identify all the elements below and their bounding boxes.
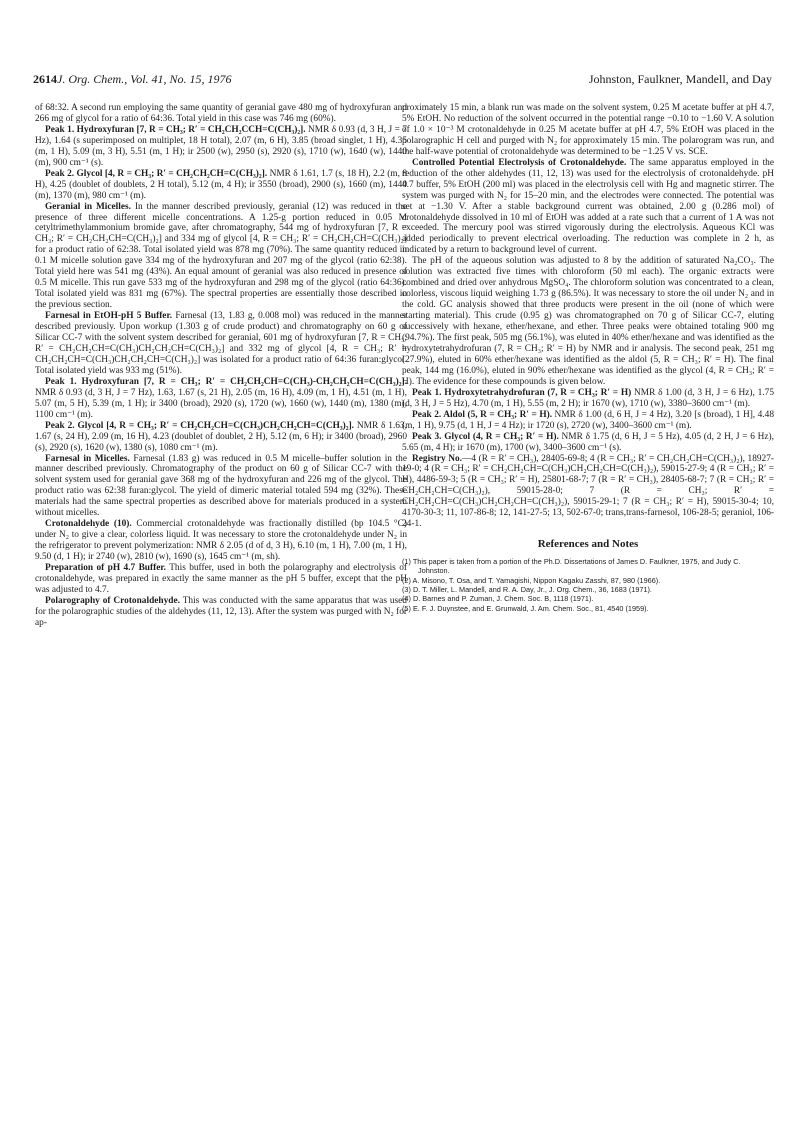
paragraph-heading: Polarography of Crotonaldehyde. [45,595,180,606]
page-number: 2614 [33,72,57,86]
paragraph-text: The same apparatus employed in the reduction of the other aldehydes (11, 12, 13) was used for the electrolysis of crotonaldehyde. pH 4.7 buffer, 5% EtOH (200 ml) was placed in the electrolysis cell with Hg and magnetic stirrer. The system was purged with N₂ for 15–20 min, and the electrodes were connected. The potential was set at −1.30 V. After a stable background current was obtained, 2.00 g (0.286 mol) of crotonaldehyde dissolved in 10 ml of EtOH was added at a rate such that a current of 1 A was not exceeded. The mercury pool was stirred vigorously during the electrolysis. Aqueous KCl was added periodically to prevent electrical overloading. The reduction was complete in 2 h, as indicated by a return to background level of current. [402,157,774,256]
paragraph-text: NMR δ 0.93 (d, 3 H, J = 7 Hz), 1.64 (s superimposed on multiplet, 18 H total), 2.07 (m, 6 H), 3.85 (broad singlet, 1 H), 4.35 (m, 1 H), 5.09 (m, 3 H), 5.51 (m, 1 H); ir 2500 (w), 2950 (s), 2920 (s), 1710 (w), 1640 (w), 1440 (m), 900 cm⁻¹ (s). [35,124,407,168]
paragraph-heading: Geranial in Micelles. [45,201,131,212]
paragraph-text: of 68:32. A second run employing the same quantity of geranial gave 480 mg of hydroxyfuran and 266 mg of glycol for a ratio of 64:36. Total yield in this case was 746 mg (60%). [35,103,407,124]
paragraph [35,454,407,520]
paragraph-text: NMR δ 1.00 (d, 6 H, J = 4 Hz), 3.20 [s (broad), 1 H], 4.48 (m, 1 H), 9.75 (d, 1 H, J = 4 Hz); ir 1720 (s), 2720 (w), 3400–3600 cm⁻¹ (m). [402,409,774,431]
paragraph-heading: Peak 2. Glycol [4, R = CH₃; R′ = CH₂CH₂CH=C(CH₃)₂]. [45,168,268,179]
paragraph-heading: Registry No. [412,453,463,464]
left-column [35,103,407,629]
paragraph [35,125,407,169]
references-title: References and Notes [537,538,639,551]
paragraph [35,596,407,629]
paragraph-text: Farnesal (1.83 g) was reduced in 0.5 M micelle–buffer solution in the manner described previously. Chromatography of the product on 60 g of Silicar CC-7 with the solvent system used for geranial gave 368 mg of the hydroxyfuran and 226 mg of the glycol. The product ratio was 62:38 furan:glycol. The yield of dimeric material totaled 594 mg (32%). These materials had the same spectral properties as described above for materials produced in a system without micelles. [35,453,407,519]
reference-item: (1) This paper is taken from a portion of the Ph.D. Dissertations of James D. Faulkner, 1975, and Judy C. Johnston. [402,557,741,576]
paragraph [35,377,407,421]
paragraph-heading: Crotonaldehyde (10). [45,519,132,530]
paragraph [35,202,407,312]
right-column-body [402,103,774,530]
paragraph [35,519,407,563]
right-column [402,103,774,613]
paragraph [35,169,407,202]
paragraph [35,103,407,125]
paragraph-heading: Peak 3. Glycol (4, R = CH₃; R′ = H). [412,431,559,442]
paragraph-text: NMR δ 1.63, 1.67 (s, 24 H), 2.09 (m, 16 H), 4.23 (doublet of doublet, 2 H), 5.12 (m, 6 H); ir 3400 (broad), 2960 (s), 2920 (s), 1620 (w), 1380 (s), 1080 cm⁻¹ (m). [35,420,407,453]
paragraph [402,256,774,387]
paragraph-heading: Peak 1. Hydroxytetrahydrofuran (7, R = CH₃; R′ = H) [412,387,632,398]
paragraph-heading: Peak 2. Glycol [4, R = CH₃; R′ = CH₂CH₂CH=C(CH₃)CH₂CH₂CH=C(CH₃)₂]. [45,420,355,431]
paragraph-heading: Preparation of pH 4.7 Buffer. [45,563,166,574]
paragraph [402,432,774,454]
references-list [402,557,774,613]
paragraph-text: Farnesal (13, 1.83 g, 0.008 mol) was reduced in the manner described previously. Upon workup (1.303 g of crude product) and chromatography on 60 g of Silicar CC-7 with the solvent system described for geranial, 601 mg of hydroxyfuran [7, R = CH₃; R′ = CH₂CH₂CH=C(CH₃)CH₂CH₂CH=C(CH₃)₂] and 332 mg of glycol [4, R = CH₃; R′ = CH₂CH₂CH=C(CH₃)CH₂CH₂CH=C(CH₃)₂] was isolated for a product ratio of 64:36 furan:glycol. Total isolated yield was 933 mg (51%). [35,311,407,376]
paragraph [402,103,774,158]
paragraph-text: NMR δ 1.75 (d, 6 H, J = 5 Hz), 4.05 (d, 2 H, J = 6 Hz), 5.65 (m, 4 H); ir 1670 (m), 1700 (w), 3400–3600 cm⁻¹ (s). [402,431,775,453]
journal-citation: J. Org. Chem., Vol. 41, No. 15, 1976 [57,72,232,86]
paragraph-heading: Farnesal in EtOH-pH 5 Buffer. [45,311,173,322]
paragraph-heading: Peak 1. Hydroxyfuran [7, R = CH₃; R′ = CH₂CH₂CCH=C(CH₃)₂]. [45,124,306,135]
reference-item: (3) D. T. Miller, L. Mandell, and R. A. Day, Jr., J. Org. Chem., 36, 1683 (1971). [402,585,652,595]
paragraph-text: —4 (R = R′ = CH₃), 28405-69-8; 4 (R = CH₃; R′ = CH₂CH₂CH=C(CH₃)₂), 18927-19-0; 4 (R = CH₃; R′ = CH₂CH₂CH=C(CH₃)CH₂CH₂CH=C(CH₃)₂), 59015-27-9; 4 (R = CH₃; R′ = H), 4486-59-3; 5 (R = CH₃; R′ = H), 25801-68-7; 7 (R = R′ = CH₃), 28405-68-7; 7 (R = CH₃; R′ = CH₂CH₂CH=C(CH₃)₂), 59015-28-0; 7 (R = CH₃; R′ = CH₂CH₂CH=C(CH₃)CH₂CH₂CH=C(CH₃)₂), 59015-29-1; 7 (R = CH₃; R′ = H), 59015-30-4; 10, 4170-30-3; 11, 107-86-8; 12, 141-27-5; 13, 502-67-0; trans,trans-farnesol, 106-28-5; geraniol, 106-24-1. [402,453,775,530]
paragraph-text: NMR δ 1.61, 1.7 (s, 18 H), 2.2 (m, 8 H), 4.25 (doublet of doublets, 2 H total), 5.12 (m, 4 H); ir 3550 (broad), 2900 (s), 1660 (m), 1440 (m), 1370 (m), 980 cm⁻¹ (m). [35,168,407,201]
reference-item: (5) E. F. J. Duynstee, and E. Grunwald, J. Am. Chem. Soc., 81, 4540 (1959). [402,603,649,613]
paragraph-text: The pH of the aqueous solution was adjusted to 8 by the addition of saturated Na₂CO₃. The solution was extracted five times with chloroform (50 ml each). The organic extracts were combined and dried over anhydrous MgSO₄. The chloroform solution was concentrated to a clean, colorless, viscous liquid weighing 1.73 g (86.5%). It was necessary to store the oil under N₂ and in the cold. GC analysis showed that three products were present in the oil (none of which were starting material). This crude (0.95 g) was chromatographed on 70 g of Silicar CC-7, eluting successively with hexane, ether/hexane, and ether. Three peaks were obtained totaling 900 mg (94.7%). The first peak, 505 mg (56.1%), was eluted in 40% ether/hexane and was identified as the hydroxytetrahydrofuran (7, R = CH₃; R′ = H) by NMR and ir analysis. The second peak, 251 mg (27.9%), eluted in 60% ether/hexane was identified as the aldol (5, R = CH₃; R′ = H). The final peak, 144 mg (16.0%), eluted in 90% ether/hexane was identified as the glycol (4, R = CH₃; R′ = H). The evidence for these compounds is given below. [402,256,774,387]
paragraph-text: Commercial crotonaldehyde was fractionally distilled (bp 104.5 °C) under N₂ to give a clear, colorless liquid. It was necessary to store the crotonaldehyde under N₂ in the refrigerator to prevent polymerization: NMR δ 2.05 (d of d, 3 H), 6.10 (m, 1 H), 7.00 (m, 1 H), 9.50 (d, 1 H); ir 2740 (w), 2810 (w), 1690 (s), 1645 cm⁻¹ (m, sh). [35,519,407,563]
paragraph-text: proximately 15 min, a blank run was made on the solvent system, 0.25 M acetate buffer at pH 4.7, 5% EtOH. No reduction of the solvent occurred in the potential range −0.10 to −1.60 V. A solution of 1.0 × 10⁻³ M crotonaldehyde in 0.25 M acetate buffer at pH 4.7, 5% EtOH was placed in the polarographic H cell and purged with N₂ for approximately 15 min. The polarogram was run, and the half-wave potential of crotonaldehyde was determined to be −1.25 V vs. SCE. [402,103,774,157]
paragraph [402,410,774,432]
running-header [33,72,772,92]
paragraph-text: This was conducted with the same apparatus that was used for the polarographic studies of the aldehydes (11, 12, 13). After the system was purged with N₂ for ap- [35,595,407,628]
paragraph [35,311,407,377]
paragraph-text: NMR δ 0.93 (d, 3 H, J = 7 Hz), 1.63, 1.67 (s, 21 H), 2.05 (m, 16 H), 4.09 (m, 1 H), 4.51 (m, 1 H), 5.07 (m, 5 H), 5.39 (m, 1 H); ir 3400 (broad), 2920 (s), 1720 (w), 1660 (w), 1440 (m), 1380 (m), 1100 cm⁻¹ (m). [35,387,407,420]
paragraph-heading: Peak 1. Hydroxyfuran [7, R = CH₃; R′ = CH₂CH₂CH=C(CH₃)-CH₂CH₂CH=C(CH₃)₂]. [45,376,407,387]
paragraph [35,421,407,454]
reference-item: (4) D. Barnes and P. Zuman, J. Chem. Soc. B, 1118 (1971). [402,594,594,604]
paragraph-heading: Peak 2. Aldol (5, R = CH₃; R′ = H). [412,409,553,420]
reference-item: (2) A. Misono, T. Osa, and T. Yamagishi, Nippon Kagaku Zasshi, 87, 980 (1966). [402,575,661,585]
author-names: Johnston, Faulkner, Mandell, and Day [588,72,772,86]
paragraph-heading: Farnesal in Micelles. [45,453,130,464]
paragraph-text: In the manner described previously, geranial (12) was reduced in the presence of three different micelle concentrations. A 1.25-g portion reduced in 0.05 M cetyltrimethylammonium bromide gave, after chromatography, 544 mg of hydroxyfuran [7, R = CH₃; R′ = CH₂CH₂CH=C(CH₃)₂] and 334 mg of glycol [4, R = CH₃; R′ = CH₂CH₂CH=C(CH₃)₂] for a product ratio of 62:38. Total isolated yield was 878 mg (70%). The same quantity reduced in 0.1 M micelle solution gave 334 mg of the hydroxyfuran and 207 mg of the glycol (ratio 62:38). Total yield here was 541 mg (43%). An equal amount of geranial was also reduced in presence of 0.5 M micelle. This run gave 533 mg of the hydroxyfuran and 298 mg of the glycol (ratio 64:36). Total isolated yield was 831 mg (67%). The spectral properties are essentially those described in the previous section. [35,201,408,311]
paragraph [35,563,407,596]
paragraph [402,388,774,410]
paragraph-text: NMR δ 1.00 (d, 3 H, J = 6 Hz), 1.75 (d, 3 H, J = 5 Hz), 4.70 (m, 1 H), 5.55 (m, 2 H); ir 1670 (w), 1710 (w), 3380–3600 cm⁻¹ (m). [402,387,775,409]
paragraph-text: This buffer, used in both the polarography and electrolysis of crotonaldehyde, was prepared in exactly the same manner as the pH 5 buffer, except that the pH was adjusted to 4.7. [35,563,407,595]
paragraph [402,158,774,257]
paragraph [402,454,774,531]
paragraph-heading: Controlled Potential Electrolysis of Crotonaldehyde. [412,157,627,168]
